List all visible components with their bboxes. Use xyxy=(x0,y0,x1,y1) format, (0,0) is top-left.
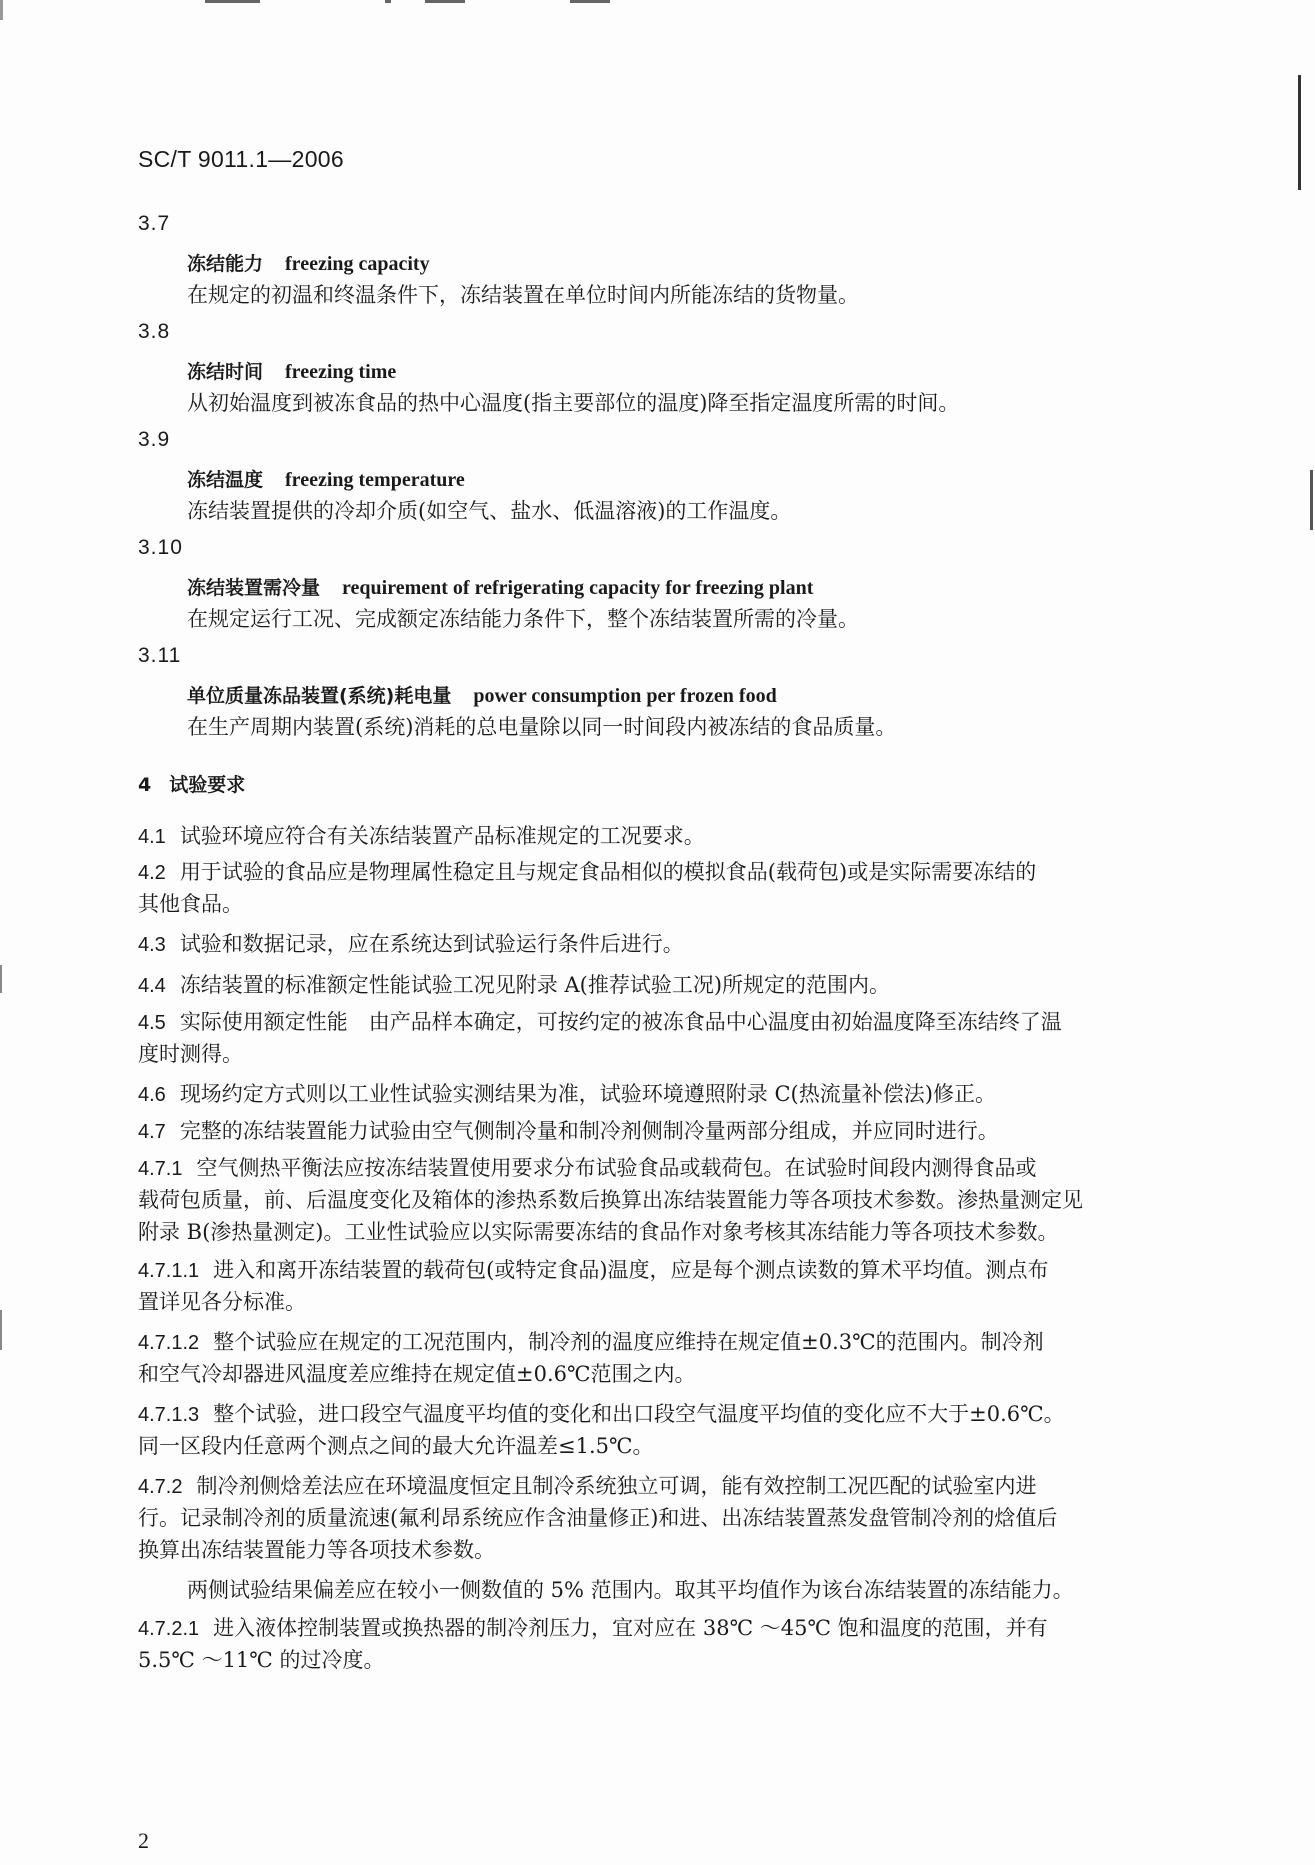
clause-number: 4.7.1.3 xyxy=(138,1404,200,1426)
term-definition: 在规定运行工况、完成额定冻结能力条件下，整个冻结装置所需的冷量。 xyxy=(187,607,859,631)
clause-text: 试验和数据记录，应在系统达到试验运行条件后进行。 xyxy=(179,932,684,956)
clause-4-7-1 xyxy=(138,1154,1036,1183)
clause-4-7 xyxy=(138,1117,999,1146)
clause-number: 4.7.2 xyxy=(138,1476,183,1498)
clause-number: 4.3 xyxy=(138,934,166,956)
clause-text: 冻结装置的标准额定性能试验工况见附录 A(推荐试验工况)所规定的范围内。 xyxy=(179,973,891,997)
clause-text: 进入和离开冻结装置的载荷包(或特定食品)温度，应是每个测点读数的算术平均值。测点布 xyxy=(213,1258,1049,1282)
clause-text: 现场约定方式则以工业性试验实测结果为准，试验环境遵照附录 C(热流量补偿法)修正。 xyxy=(179,1082,996,1106)
clause-number: 4.2 xyxy=(138,862,166,884)
clause-text: 用于试验的食品应是物理属性稳定且与规定食品相似的模拟食品(载荷包)或是实际需要冻结的 xyxy=(179,860,1037,884)
clause-number: 4.7 xyxy=(138,1121,166,1143)
clause-number: 4.1 xyxy=(138,826,166,848)
term-number: 3.9 xyxy=(138,428,171,451)
clause-text: 整个试验应在规定的工况范围内，制冷剂的温度应维持在规定值±0.3℃的范围内。制冷剂 xyxy=(213,1330,1044,1354)
term-number: 3.10 xyxy=(138,536,183,559)
clause-text-continued: 同一区段内任意两个测点之间的最大允许温差≤1.5℃。 xyxy=(138,1434,654,1458)
clause-text-continued: 5.5℃ ～11℃ 的过冷度。 xyxy=(138,1648,385,1672)
term-zh: 冻结装置需冷量 xyxy=(187,577,321,599)
term-definition: 从初始温度到被冻食品的热中心温度(指主要部位的温度)降至指定温度所需的时间。 xyxy=(187,391,960,415)
term-en: freezing temperature xyxy=(285,469,465,491)
clause-text: 空气侧热平衡法应按冻结装置使用要求分布试验食品或载荷包。在试验时间段内测得食品或 xyxy=(196,1156,1037,1180)
term-en: requirement of refrigerating capacity for freezing plant xyxy=(342,577,814,599)
term-en: freezing capacity xyxy=(285,253,430,275)
clause-text: 完整的冻结装置能力试验由空气侧制冷量和制冷剂侧制冷量两部分组成，并应同时进行。 xyxy=(179,1119,999,1143)
clause-text-continued: 行。记录制冷剂的质量流速(氟利昂系统应作含油量修正)和进、出冻结装置蒸发盘管制冷剂的焓值后 xyxy=(138,1506,1058,1530)
term-zh: 单位质量冻品装置(系统)耗电量 xyxy=(187,685,452,707)
scan-artifact xyxy=(425,0,465,3)
clause-text-continued: 度时测得。 xyxy=(138,1042,243,1066)
clause-text-continued: 载荷包质量，前、后温度变化及箱体的渗热系数后换算出冻结装置能力等各项技术参数。渗热量测定见 xyxy=(138,1188,1083,1212)
term-zh: 冻结时间 xyxy=(187,361,264,383)
term-zh: 冻结温度 xyxy=(187,469,264,491)
clause-number: 4.7.1.2 xyxy=(138,1332,200,1354)
scan-artifact xyxy=(570,0,610,3)
clause-number: 4.7.2.1 xyxy=(138,1618,200,1640)
term-heading xyxy=(187,249,430,278)
section-heading xyxy=(138,770,245,799)
clause-text: 进入液体控制装置或换热器的制冷剂压力，宜对应在 38℃ ～45℃ 饱和温度的范围，并有 xyxy=(213,1616,1048,1640)
clause-text: 制冷剂侧焓差法应在环境温度恒定且制冷系统独立可调，能有效控制工况匹配的试验室内进 xyxy=(196,1474,1037,1498)
clause-text-continued: 换算出冻结装置能力等各项技术参数。 xyxy=(138,1538,495,1562)
clause-4-7-2 xyxy=(138,1472,1036,1501)
clause-4-1 xyxy=(138,822,705,851)
clause-text: 实际使用额定性能 由产品样本确定，可按约定的被冻食品中心温度由初始温度降至冻结终了温 xyxy=(179,1010,1062,1034)
term-number: 3.7 xyxy=(138,212,171,235)
term-heading xyxy=(187,573,813,602)
clause-text-continued: 和空气冷却器进风温度差应维持在规定值±0.6℃范围之内。 xyxy=(138,1362,696,1386)
term-en: freezing time xyxy=(285,361,397,383)
clause-text: 整个试验，进口段空气温度平均值的变化和出口段空气温度平均值的变化应不大于±0.6℃。 xyxy=(213,1402,1065,1426)
scan-artifact xyxy=(385,0,391,3)
clause-4-7-1-2 xyxy=(138,1328,1044,1357)
clause-4-6 xyxy=(138,1080,996,1109)
term-heading xyxy=(187,357,396,386)
term-heading xyxy=(187,681,777,710)
scan-artifact xyxy=(0,0,3,20)
term-definition: 在规定的初温和终温条件下，冻结装置在单位时间内所能冻结的货物量。 xyxy=(187,283,859,307)
scan-artifact xyxy=(1310,470,1313,530)
term-heading xyxy=(187,465,465,494)
clause-text: 试验环境应符合有关冻结装置产品标准规定的工况要求。 xyxy=(179,824,705,848)
clause-4-2 xyxy=(138,858,1036,887)
term-number: 3.8 xyxy=(138,320,171,343)
page-number: 2 xyxy=(138,1828,149,1853)
clause-4-7-1-3 xyxy=(138,1400,1065,1429)
clause-number: 4.6 xyxy=(138,1084,166,1106)
scan-artifact xyxy=(1298,75,1301,190)
clause-number: 4.5 xyxy=(138,1012,166,1034)
term-definition: 在生产周期内装置(系统)消耗的总电量除以同一时间段内被冻结的食品质量。 xyxy=(187,715,897,739)
clause-text-continued: 附录 B(渗热量测定)。工业性试验应以实际需要冻结的食品作对象考核其冻结能力等各项技术参数。 xyxy=(138,1220,1059,1244)
term-definition: 冻结装置提供的冷却介质(如空气、盐水、低温溶液)的工作温度。 xyxy=(187,499,792,523)
section-title: 试验要求 xyxy=(169,774,246,796)
clause-paragraph: 两侧试验结果偏差应在较小一侧数值的 5% 范围内。取其平均值作为该台冻结装置的冻结能力。 xyxy=(187,1578,1074,1602)
clause-text-continued: 其他食品。 xyxy=(138,892,243,916)
scan-artifact xyxy=(0,1310,2,1350)
clause-number: 4.7.1 xyxy=(138,1158,183,1180)
clause-4-5 xyxy=(138,1008,1062,1037)
clause-4-7-1-1 xyxy=(138,1256,1049,1285)
clause-text-continued: 置详见各分标准。 xyxy=(138,1290,306,1314)
clause-4-3 xyxy=(138,930,684,959)
term-zh: 冻结能力 xyxy=(187,253,264,275)
scan-artifact xyxy=(0,965,2,993)
scan-artifact xyxy=(205,0,260,3)
section-number: 4 xyxy=(138,774,152,796)
clause-number: 4.7.1.1 xyxy=(138,1260,200,1282)
clause-4-7-2-1 xyxy=(138,1614,1048,1643)
clause-4-4 xyxy=(138,971,890,1000)
document-code: SC/T 9011.1—2006 xyxy=(138,146,344,172)
term-number: 3.11 xyxy=(138,644,182,667)
term-en: power consumption per frozen food xyxy=(473,685,777,707)
clause-number: 4.4 xyxy=(138,975,166,997)
